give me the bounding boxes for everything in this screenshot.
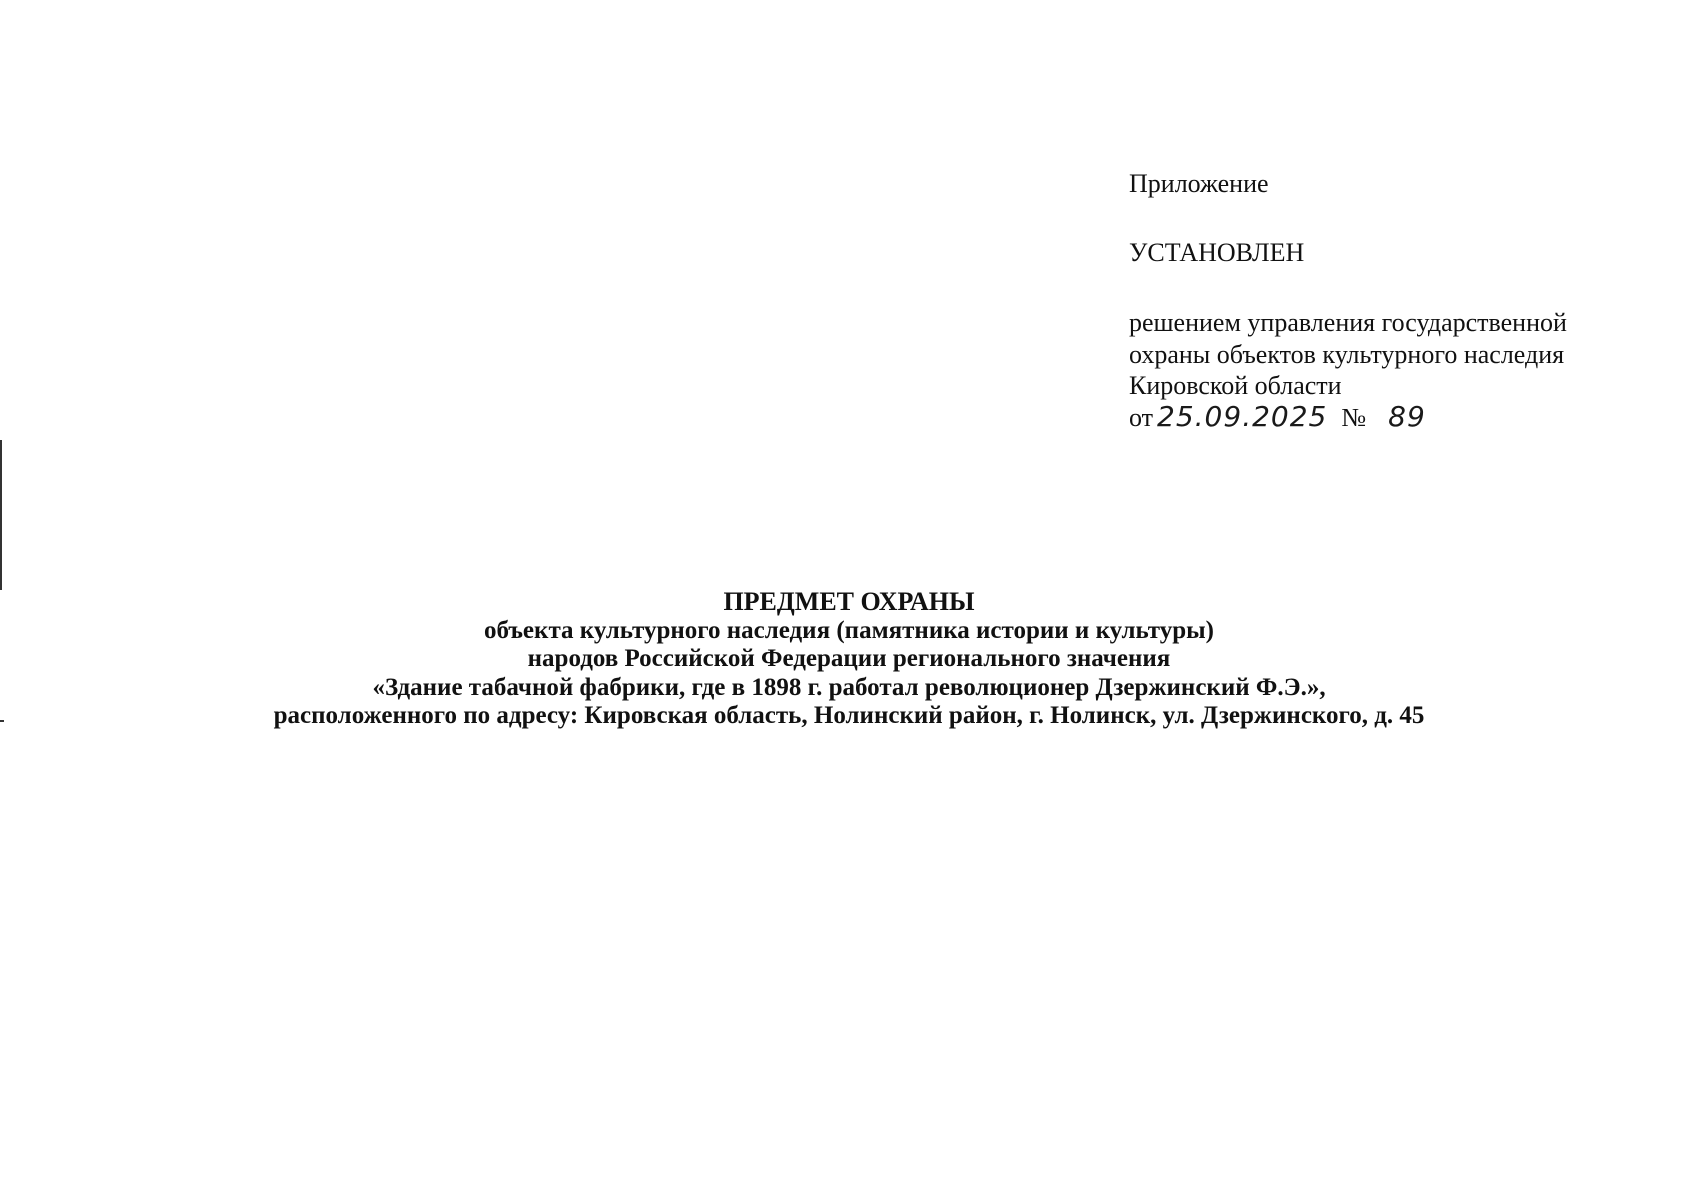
- document-title-block: [0, 588, 1698, 731]
- handwritten-date: 25.09.2025: [1157, 400, 1328, 433]
- appendix-label: Приложение: [1129, 169, 1269, 198]
- title-line: объекта культурного наследия (памятника истории и культуры): [483, 616, 1214, 644]
- number-sign: №: [1341, 403, 1367, 432]
- approved-label: УСТАНОВЛЕН: [1129, 238, 1305, 267]
- document-title: ПРЕДМЕТ ОХРАНЫ: [723, 587, 975, 616]
- title-line: народов Российской Федерации регионального значения: [527, 645, 1171, 673]
- title-line: расположенного по адресу: Кировская область, Нолинский район, г. Нолинск, ул. Дзержинского, д. 45: [273, 702, 1425, 730]
- decision-line: решением управления государственной: [1129, 308, 1567, 337]
- title-line: «Здание табачной фабрики, где в 1898 г. работал революционер Дзержинский Ф.Э.»,: [372, 673, 1326, 701]
- decision-date-line: [1129, 401, 1426, 433]
- decision-line: охраны объектов культурного наследия: [1129, 340, 1565, 369]
- handwritten-number: 89: [1388, 400, 1426, 433]
- scan-edge-mark: [0, 440, 2, 590]
- decision-line: Кировской области: [1129, 371, 1342, 400]
- date-prefix: от: [1129, 403, 1154, 432]
